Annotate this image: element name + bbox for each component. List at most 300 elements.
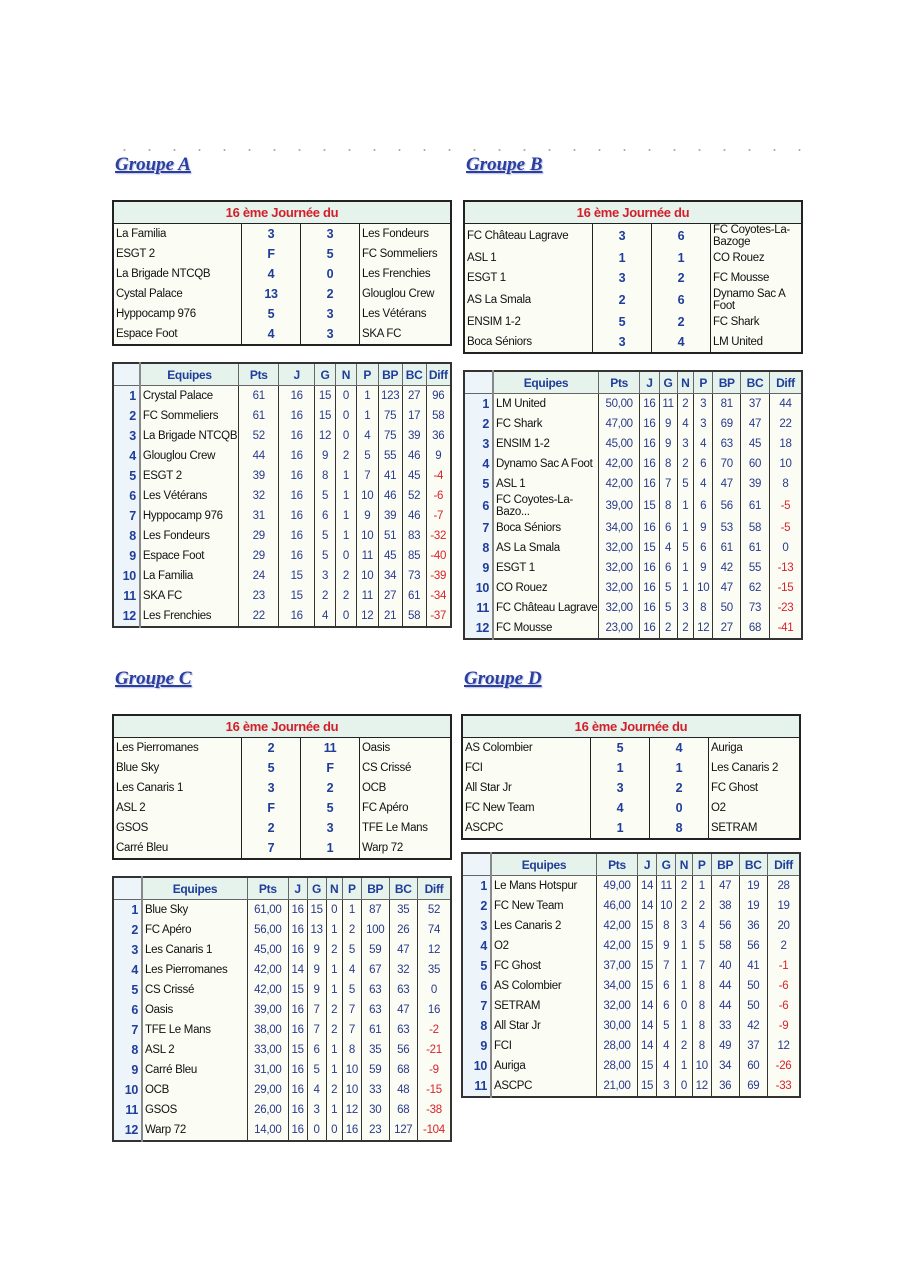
cell-bp: 41 (378, 466, 402, 486)
home-score: 4 (242, 324, 301, 345)
column-header-bp: BP (378, 363, 402, 386)
away-score: 4 (652, 332, 711, 353)
cell-bc: 58 (741, 518, 770, 538)
cell-j: 15 (637, 936, 656, 956)
home-team: ESGT 2 (116, 248, 155, 260)
away-team: LM United (713, 336, 763, 348)
cell-g: 9 (307, 940, 326, 960)
cell-team: AS La Smala (493, 538, 599, 558)
cell-pts: 32 (239, 486, 279, 506)
matches-table (461, 714, 801, 840)
cell-p: 8 (342, 1040, 361, 1060)
cell-n: 1 (676, 956, 692, 976)
cell-diff: -13 (769, 558, 802, 578)
cell-team: FC New Team (491, 896, 597, 916)
cell-j: 15 (279, 566, 315, 586)
cell-p: 9 (694, 518, 713, 538)
standings-row (113, 940, 451, 960)
cell-team: ASCPC (491, 1076, 597, 1097)
home-score: F (242, 798, 301, 818)
cell-bp: 45 (378, 546, 402, 566)
cell-n: 1 (336, 486, 357, 506)
away-team: Les Vétérans (362, 308, 427, 320)
cell-diff: -41 (769, 618, 802, 639)
cell-pts: 29,00 (248, 1080, 289, 1100)
cell-g: 3 (657, 1076, 676, 1097)
cell-bp: 58 (711, 936, 739, 956)
cell-n: 1 (326, 960, 342, 980)
matchday-header: 16 ème Journée du (113, 201, 451, 224)
cell-n: 2 (336, 446, 357, 466)
cell-n: 2 (677, 394, 694, 415)
cell-bp: 69 (713, 414, 741, 434)
home-score: 5 (242, 758, 301, 778)
match-row (464, 312, 802, 332)
cell-n: 1 (326, 1100, 342, 1120)
cell-diff: -1 (768, 956, 800, 976)
cell-j: 16 (288, 1100, 307, 1120)
match-row (113, 758, 451, 778)
cell-bp: 75 (378, 406, 402, 426)
cell-rank: 10 (462, 1056, 491, 1076)
cell-rank: 3 (113, 426, 140, 446)
cell-n: 1 (326, 1060, 342, 1080)
standings-row (464, 414, 802, 434)
column-header-g: G (314, 363, 335, 386)
cell-j: 14 (637, 896, 656, 916)
away-score: 0 (301, 264, 360, 284)
cell-j: 15 (288, 1040, 307, 1060)
home-score: 4 (591, 798, 650, 818)
home-team: ASL 2 (116, 802, 146, 814)
standings-row (464, 538, 802, 558)
matchday-header: 16 ème Journée du (462, 715, 800, 738)
cell-rank: 7 (464, 518, 493, 538)
cell-diff: 96 (426, 386, 451, 407)
cell-pts: 61 (239, 406, 279, 426)
cell-bp: 70 (713, 454, 741, 474)
cell-rank: 5 (113, 980, 142, 1000)
column-header-j: J (640, 371, 659, 394)
column-header-rank (462, 853, 491, 876)
match-row (113, 324, 451, 345)
away-score: 3 (301, 818, 360, 838)
cell-team: FC Sommeliers (140, 406, 239, 426)
cell-p: 3 (694, 414, 713, 434)
cell-p: 16 (342, 1120, 361, 1141)
cell-pts: 61,00 (248, 900, 289, 921)
cell-diff: -21 (417, 1040, 451, 1060)
cell-p: 3 (694, 394, 713, 415)
cell-g: 7 (307, 1020, 326, 1040)
away-team: FC Shark (713, 316, 760, 328)
cell-diff: 28 (768, 876, 800, 897)
cell-j: 16 (640, 394, 659, 415)
cell-n: 5 (677, 474, 694, 494)
column-header-bp: BP (711, 853, 739, 876)
standings-row (113, 486, 451, 506)
away-score: 2 (652, 268, 711, 288)
cell-bp: 100 (361, 920, 389, 940)
cell-diff: -37 (426, 606, 451, 627)
cell-p: 5 (342, 980, 361, 1000)
cell-rank: 9 (113, 1060, 142, 1080)
away-score: 2 (650, 778, 709, 798)
cell-pts: 61 (239, 386, 279, 407)
cell-diff: -4 (426, 466, 451, 486)
away-score: 8 (650, 818, 709, 839)
home-team: AS La Smala (467, 294, 531, 306)
cell-pts: 49,00 (597, 876, 638, 897)
cell-bc: 32 (389, 960, 417, 980)
cell-pts: 42,00 (599, 454, 640, 474)
cell-team: Blue Sky (142, 900, 248, 921)
away-score: 6 (652, 288, 711, 312)
cell-diff: -15 (417, 1080, 451, 1100)
cell-bp: 44 (711, 976, 739, 996)
standings-row (462, 936, 800, 956)
home-score: 2 (242, 738, 301, 759)
standings-row (113, 606, 451, 627)
cell-g: 9 (307, 980, 326, 1000)
cell-bc: 73 (741, 598, 770, 618)
cell-team: Les Vétérans (140, 486, 239, 506)
match-row (113, 224, 451, 245)
cell-j: 16 (640, 414, 659, 434)
away-score: 3 (301, 304, 360, 324)
cell-j: 15 (279, 586, 315, 606)
cell-rank: 9 (462, 1036, 491, 1056)
cell-n: 2 (326, 1000, 342, 1020)
cell-rank: 1 (464, 394, 493, 415)
cell-team: FC Apéro (142, 920, 248, 940)
cell-rank: 4 (462, 936, 491, 956)
cell-bp: 67 (361, 960, 389, 980)
cell-p: 9 (356, 506, 378, 526)
away-score: 2 (301, 778, 360, 798)
cell-team: ASL 2 (142, 1040, 248, 1060)
standings-row (113, 466, 451, 486)
cell-team: FC Coyotes-La-Bazo... (493, 494, 599, 518)
column-header-diff: Diff (417, 877, 451, 900)
cell-bc: 60 (739, 1056, 768, 1076)
standings-row (113, 1100, 451, 1120)
standings-row (113, 566, 451, 586)
cell-rank: 11 (113, 1100, 142, 1120)
cell-bc: 19 (739, 876, 768, 897)
cell-j: 16 (279, 426, 315, 446)
standings-header-row (462, 853, 800, 876)
home-score: 3 (242, 778, 301, 798)
away-team: Dynamo Sac A Foot (713, 288, 785, 312)
cell-j: 16 (640, 598, 659, 618)
column-header-diff: Diff (426, 363, 451, 386)
home-score: 3 (593, 268, 652, 288)
standings-header-row (113, 363, 451, 386)
cell-team: Les Pierromanes (142, 960, 248, 980)
cell-pts: 42,00 (597, 916, 638, 936)
cell-rank: 4 (113, 446, 140, 466)
cell-diff: 35 (417, 960, 451, 980)
cell-pts: 45,00 (599, 434, 640, 454)
away-score: 11 (301, 738, 360, 759)
cell-bc: 61 (402, 586, 426, 606)
standings-row (462, 956, 800, 976)
standings-row (113, 1020, 451, 1040)
away-team: Les Frenchies (362, 268, 431, 280)
cell-n: 0 (336, 606, 357, 627)
cell-rank: 6 (464, 494, 493, 518)
cell-team: LM United (493, 394, 599, 415)
cell-p: 10 (342, 1060, 361, 1080)
away-team: Glouglou Crew (362, 288, 435, 300)
cell-n: 3 (677, 598, 694, 618)
cell-pts: 56,00 (248, 920, 289, 940)
cell-g: 5 (314, 526, 335, 546)
cell-diff: 0 (769, 538, 802, 558)
cell-j: 16 (640, 518, 659, 538)
cell-p: 4 (342, 960, 361, 980)
cell-g: 5 (314, 486, 335, 506)
cell-bp: 61 (713, 538, 741, 558)
cell-bc: 26 (389, 920, 417, 940)
home-team: Blue Sky (116, 762, 159, 774)
cell-bc: 39 (402, 426, 426, 446)
away-team: SETRAM (711, 822, 758, 834)
cell-rank: 11 (464, 598, 493, 618)
cell-diff: 74 (417, 920, 451, 940)
column-header-team: Equipes (142, 877, 248, 900)
cell-p: 4 (694, 434, 713, 454)
cell-diff: -23 (769, 598, 802, 618)
cell-n: 1 (676, 936, 692, 956)
column-header-n: N (677, 371, 694, 394)
cell-n: 0 (676, 996, 692, 1016)
cell-diff: -33 (768, 1076, 800, 1097)
standings-header-row (113, 877, 451, 900)
cell-rank: 8 (113, 526, 140, 546)
cell-team: CS Crissé (142, 980, 248, 1000)
cell-diff: 19 (768, 896, 800, 916)
cell-g: 5 (657, 1016, 676, 1036)
home-team: GSOS (116, 822, 149, 834)
cell-bp: 50 (713, 598, 741, 618)
cell-j: 16 (279, 486, 315, 506)
matches-table (112, 714, 452, 860)
cell-pts: 29 (239, 526, 279, 546)
cell-j: 14 (288, 960, 307, 980)
away-score: F (301, 758, 360, 778)
home-team: ENSIM 1-2 (467, 316, 521, 328)
cell-p: 8 (692, 1016, 711, 1036)
cell-pts: 45,00 (248, 940, 289, 960)
cell-pts: 47,00 (599, 414, 640, 434)
cell-bc: 68 (389, 1060, 417, 1080)
away-score: 3 (301, 324, 360, 345)
cell-n: 0 (676, 1076, 692, 1097)
cell-bc: 47 (389, 1000, 417, 1020)
standings-row (113, 1120, 451, 1141)
home-team: ASCPC (465, 822, 504, 834)
home-team: ESGT 1 (467, 272, 506, 284)
cell-pts: 26,00 (248, 1100, 289, 1120)
cell-n: 2 (676, 896, 692, 916)
cell-pts: 34,00 (597, 976, 638, 996)
home-score: 13 (242, 284, 301, 304)
cell-bp: 23 (361, 1120, 389, 1141)
away-score: 1 (650, 758, 709, 778)
cell-j: 16 (279, 546, 315, 566)
cell-rank: 10 (113, 1080, 142, 1100)
cell-pts: 34,00 (599, 518, 640, 538)
column-header-team: Equipes (491, 853, 597, 876)
cell-n: 1 (677, 558, 694, 578)
cell-bc: 63 (389, 1020, 417, 1040)
cell-bc: 27 (402, 386, 426, 407)
cell-bc: 46 (402, 446, 426, 466)
cell-pts: 28,00 (597, 1056, 638, 1076)
cell-bp: 40 (711, 956, 739, 976)
match-row (462, 818, 800, 839)
cell-rank: 12 (464, 618, 493, 639)
cell-g: 7 (659, 474, 677, 494)
cell-pts: 24 (239, 566, 279, 586)
away-score: 1 (652, 248, 711, 268)
away-team: OCB (362, 782, 387, 794)
cell-bc: 37 (739, 1036, 768, 1056)
cell-bp: 42 (713, 558, 741, 578)
cell-p: 12 (342, 1100, 361, 1120)
cell-bc: 45 (741, 434, 770, 454)
cell-bc: 41 (739, 956, 768, 976)
cell-diff: 0 (417, 980, 451, 1000)
cell-pts: 32,00 (599, 558, 640, 578)
home-score: 5 (593, 312, 652, 332)
cell-g: 11 (659, 394, 677, 415)
cell-diff: 9 (426, 446, 451, 466)
cell-bc: 60 (741, 454, 770, 474)
standings-row (113, 446, 451, 466)
cell-bp: 21 (378, 606, 402, 627)
home-team: Cystal Palace (116, 288, 183, 300)
home-score: 1 (593, 248, 652, 268)
cell-pts: 29 (239, 546, 279, 566)
cell-p: 7 (692, 956, 711, 976)
cell-p: 8 (692, 976, 711, 996)
cell-n: 2 (336, 566, 357, 586)
cell-pts: 21,00 (597, 1076, 638, 1097)
home-team: Espace Foot (116, 328, 178, 340)
cell-g: 15 (314, 406, 335, 426)
cell-n: 3 (677, 434, 694, 454)
home-score: 7 (242, 838, 301, 859)
cell-diff: -104 (417, 1120, 451, 1141)
cell-j: 15 (637, 1056, 656, 1076)
cell-team: Hyppocamp 976 (140, 506, 239, 526)
cell-team: GSOS (142, 1100, 248, 1120)
cell-g: 5 (659, 598, 677, 618)
cell-team: ENSIM 1-2 (493, 434, 599, 454)
cell-bc: 42 (739, 1016, 768, 1036)
cell-bp: 75 (378, 426, 402, 446)
column-header-g: G (657, 853, 676, 876)
cell-diff: 10 (769, 454, 802, 474)
column-header-bc: BC (389, 877, 417, 900)
cell-j: 16 (640, 474, 659, 494)
cell-rank: 6 (113, 1000, 142, 1020)
cell-bc: 69 (739, 1076, 768, 1097)
cell-n: 1 (336, 526, 357, 546)
standings-row (462, 896, 800, 916)
cell-g: 8 (314, 466, 335, 486)
group-b (463, 153, 803, 640)
cell-bc: 62 (741, 578, 770, 598)
cell-pts: 32,00 (597, 996, 638, 1016)
cell-bc: 55 (741, 558, 770, 578)
cell-p: 12 (692, 1076, 711, 1097)
cell-pts: 44 (239, 446, 279, 466)
cell-bc: 19 (739, 896, 768, 916)
cell-bc: 36 (739, 916, 768, 936)
cell-team: TFE Le Mans (142, 1020, 248, 1040)
cell-j: 15 (637, 956, 656, 976)
cell-j: 16 (288, 1000, 307, 1020)
cell-rank: 1 (113, 386, 140, 407)
match-row (464, 248, 802, 268)
standings-table (463, 370, 803, 640)
cell-n: 1 (326, 1040, 342, 1060)
standings-table (461, 852, 801, 1098)
cell-g: 4 (659, 538, 677, 558)
column-header-p: P (692, 853, 711, 876)
cell-j: 15 (640, 538, 659, 558)
cell-n: 2 (326, 1080, 342, 1100)
cell-n: 2 (677, 618, 694, 639)
cell-p: 1 (356, 386, 378, 407)
away-team: FC Ghost (711, 782, 758, 794)
cell-g: 5 (314, 546, 335, 566)
match-row (462, 758, 800, 778)
away-score: 6 (652, 224, 711, 249)
cell-j: 16 (640, 454, 659, 474)
home-team: La Brigade NTCQB (116, 268, 211, 280)
cell-bc: 37 (741, 394, 770, 415)
cell-n: 1 (336, 466, 357, 486)
cell-pts: 32,00 (599, 578, 640, 598)
cell-bp: 63 (713, 434, 741, 454)
cell-n: 1 (326, 920, 342, 940)
home-team: FC New Team (465, 802, 535, 814)
away-score: 4 (650, 738, 709, 759)
cell-bp: 47 (713, 578, 741, 598)
cell-bp: 53 (713, 518, 741, 538)
column-header-n: N (676, 853, 692, 876)
cell-diff: -5 (769, 518, 802, 538)
cell-diff: 8 (769, 474, 802, 494)
cell-j: 16 (279, 406, 315, 426)
home-team: FCI (465, 762, 483, 774)
cell-team: O2 (491, 936, 597, 956)
cell-team: Boca Séniors (493, 518, 599, 538)
cell-j: 16 (279, 446, 315, 466)
cell-bp: 59 (361, 940, 389, 960)
standings-row (113, 546, 451, 566)
standings-row (464, 494, 802, 518)
column-header-g: G (307, 877, 326, 900)
cell-rank: 7 (113, 506, 140, 526)
home-team: Les Canaris 1 (116, 782, 184, 794)
away-team: SKA FC (362, 328, 402, 340)
